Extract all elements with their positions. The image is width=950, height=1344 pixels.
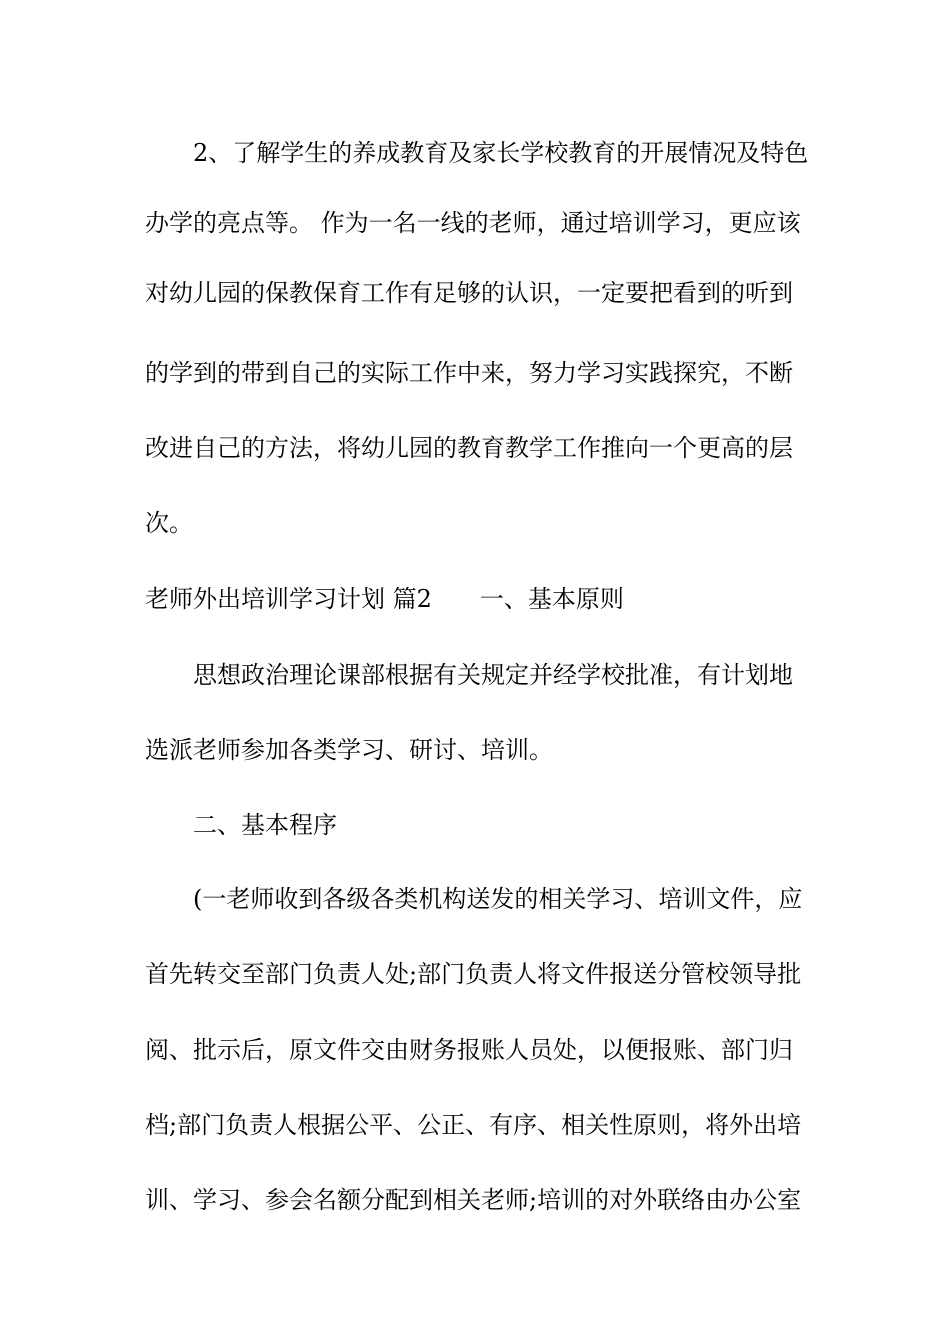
paragraph-line: 选派老师参加各类学习、研讨、培训。 [145,736,553,764]
paragraph-line: 2、了解学生的养成教育及家长学校教育的开展情况及特色 [193,139,809,167]
paragraph-line: 的学到的带到自己的实际工作中来，努力学习实践探究，不断 [145,359,793,387]
paragraph-line: 阅、批示后，原文件交由财务报账人员处，以便报账、部门归 [145,1036,793,1064]
paragraph-line: 对幼儿园的保教保育工作有足够的认识，一定要把看到的听到 [145,279,793,307]
paragraph-line: 首先转交至部门负责人处;部门负责人将文件报送分管校领导批 [145,960,802,988]
paragraph-line: (一老师收到各级各类机构送发的相关学习、培训文件，应 [193,885,803,913]
paragraph-line: 次。 [145,509,193,537]
section-title: 老师外出培训学习计划 篇2 [145,585,432,613]
section-subtitle: 一、基本原则 [479,585,624,613]
paragraph-line: 改进自己的方法，将幼儿园的教育教学工作推向一个更高的层 [145,434,793,462]
paragraph-line: 训、学习、参会名额分配到相关老师;培训的对外联络由办公室 [145,1186,802,1214]
paragraph-line: 档;部门负责人根据公平、公正、有序、相关性原则，将外出培 [145,1111,802,1139]
subsection-heading: 二、基本程序 [193,811,337,839]
paragraph-line: 办学的亮点等。 作为一名一线的老师，通过培训学习，更应该 [145,209,801,237]
paragraph-line: 思想政治理论课部根据有关规定并经学校批准，有计划地 [193,661,793,689]
section-heading [145,584,624,614]
